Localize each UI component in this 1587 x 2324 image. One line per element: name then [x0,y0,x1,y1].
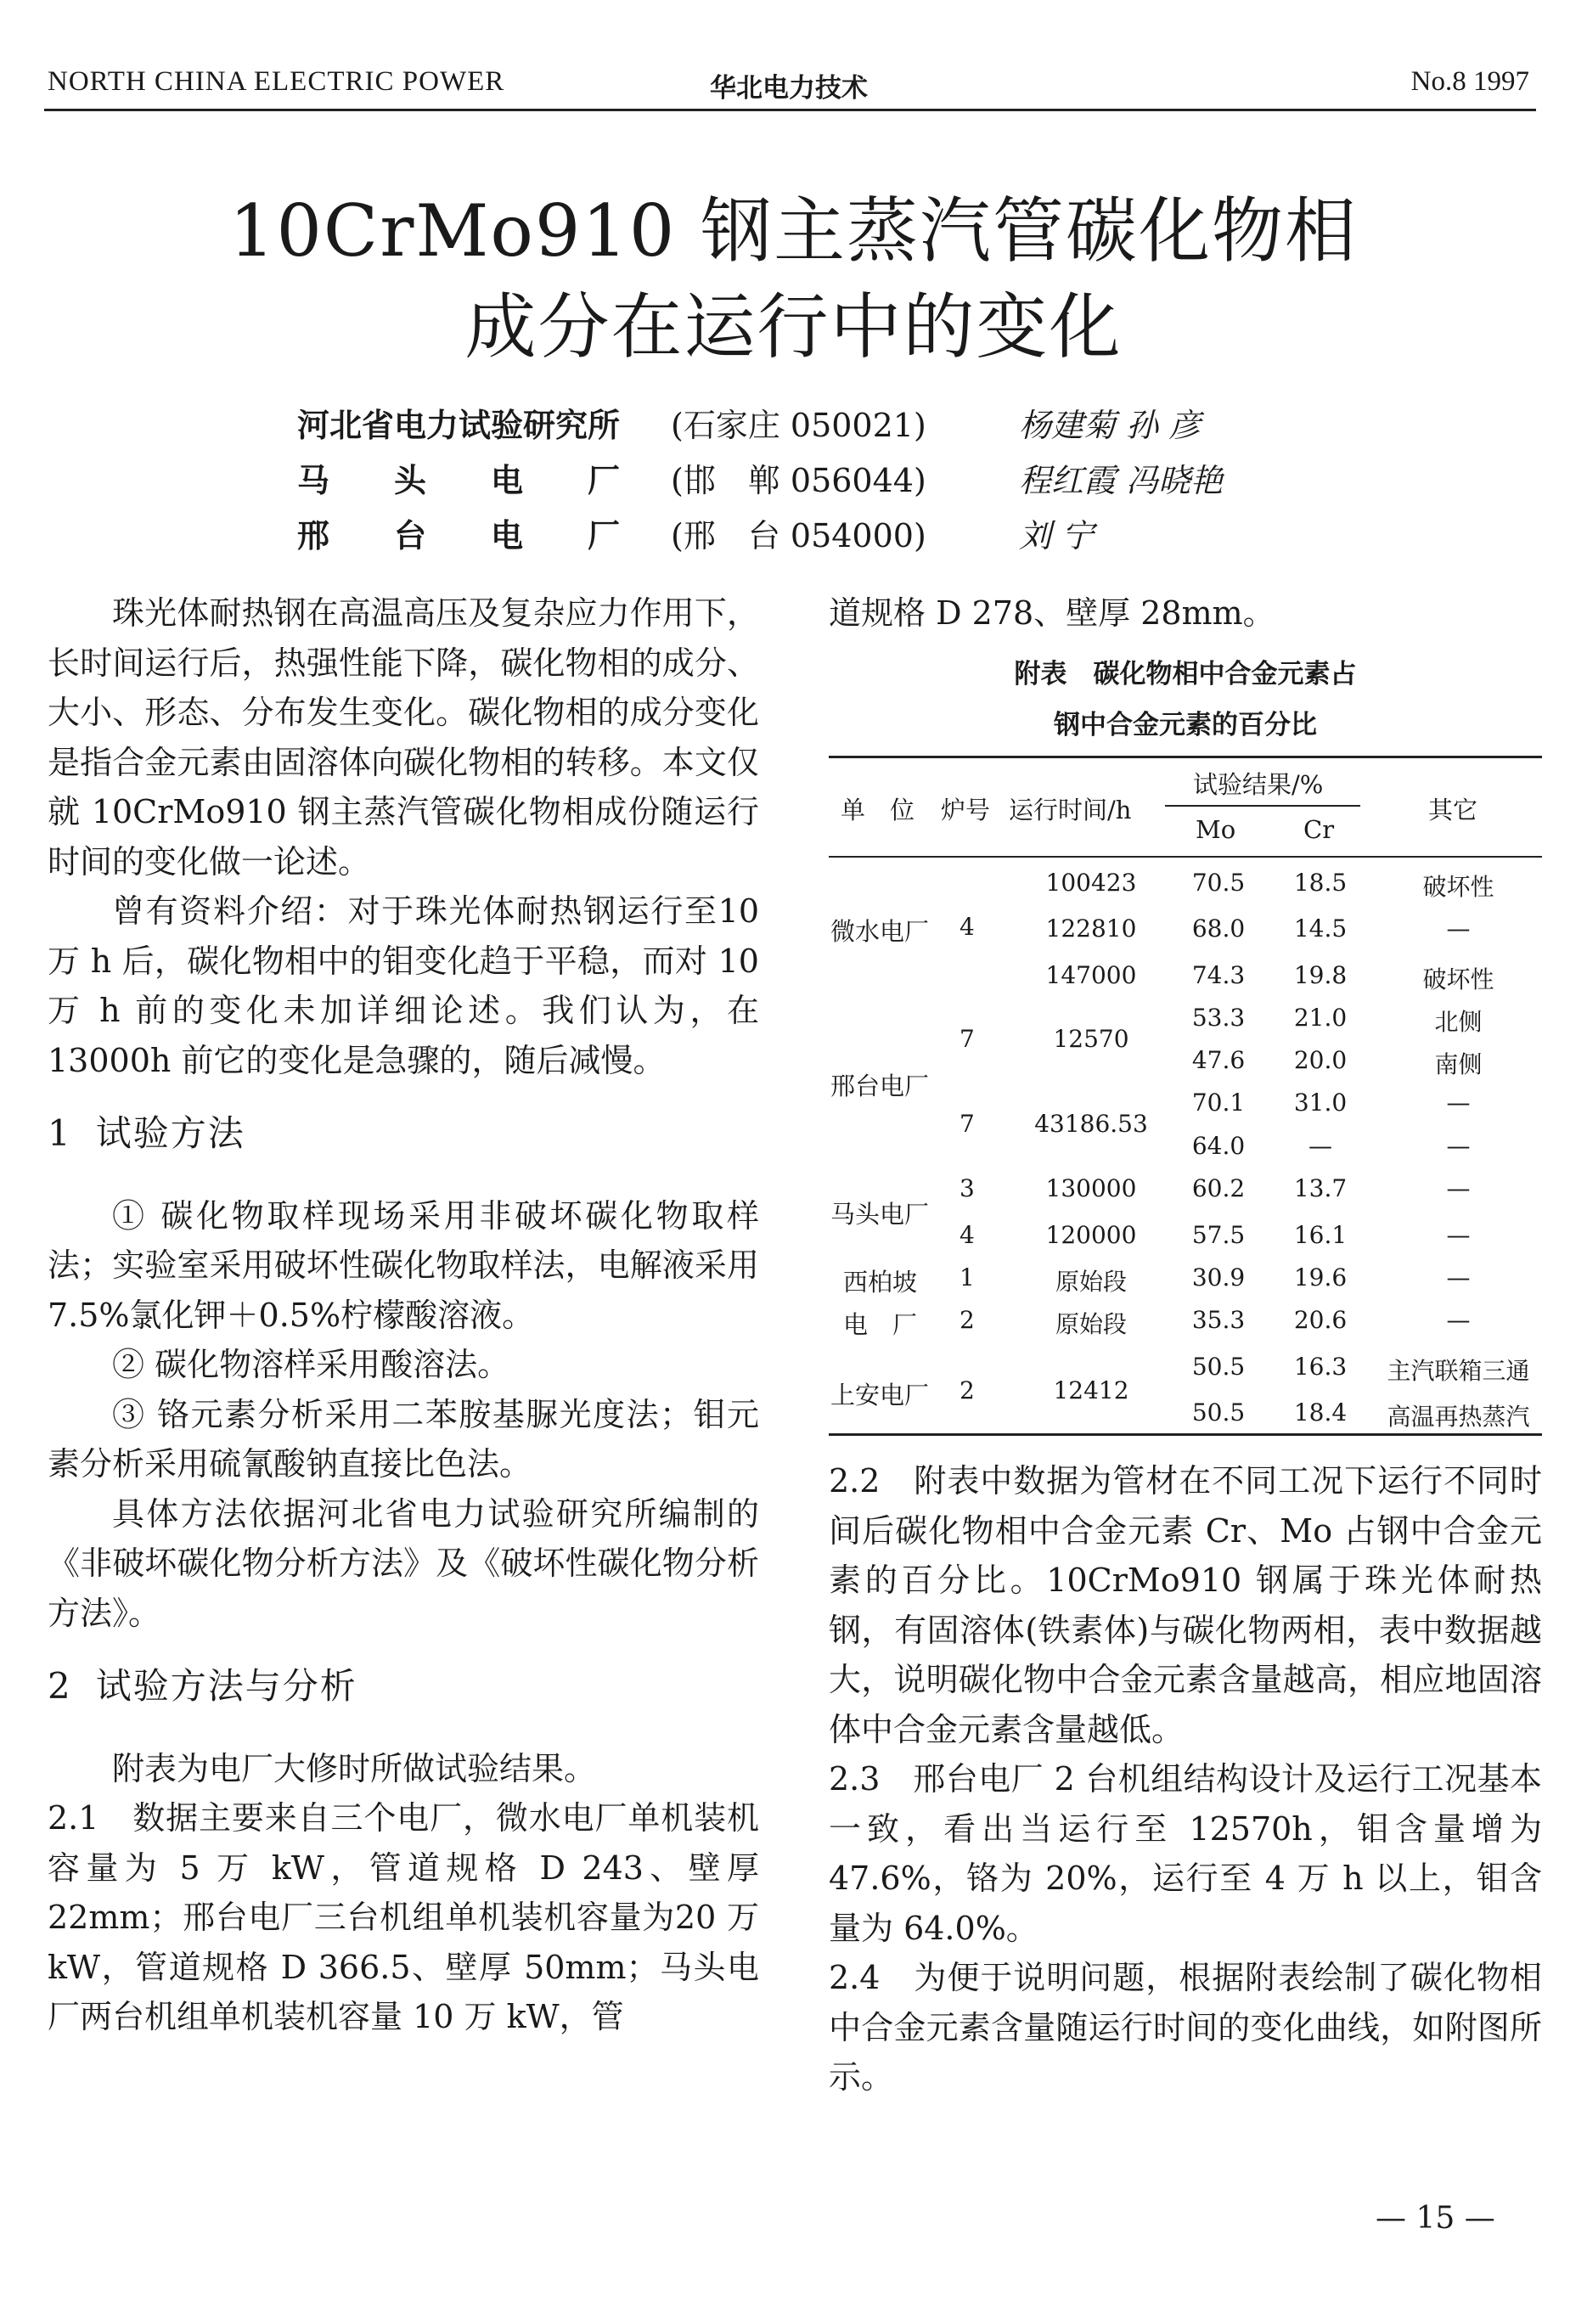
table-cell-time: 100423 [1045,869,1137,897]
table-cell-other: 破坏性 [1422,873,1494,901]
table-cell-unit: 西柏坡 [843,1268,918,1297]
table-header-unit: 单 位 [841,796,915,824]
table-cell-cr: 16.1 [1293,1221,1348,1249]
table-cell-time: 122810 [1045,914,1137,943]
right-column [829,1456,1542,2102]
table-cell-cr: 20.0 [1293,1046,1348,1074]
table-cell-cr: 20.6 [1293,1306,1348,1334]
table-cell-unit: 马头电厂 [830,1200,930,1229]
table-cell-cr: 13.7 [1293,1174,1348,1202]
table-cell-cr: — [1308,1132,1332,1160]
table-cell-other: — [1446,1306,1471,1334]
table-header-mo: Mo [1196,815,1236,844]
table-header-other: 其它 [1428,796,1478,824]
table-cell-furnace: 3 [960,1174,975,1202]
table-top-rule [829,756,1542,758]
table-cell-mo: 53.3 [1191,1004,1246,1032]
section-heading [48,1662,759,1712]
table-header-time: 运行时间/h [1009,796,1132,824]
table-bottom-rule [829,1433,1542,1436]
table-cell-unit: 上安电厂 [830,1381,930,1410]
table-header-result: 试验结果/% [1193,770,1324,799]
affiliation-authors: 刘 宁 [1019,517,1095,554]
table-cell-mo: 57.5 [1191,1221,1246,1249]
table-cell-mo: 30.9 [1191,1263,1246,1291]
table-cell-time: 原始段 [1055,1268,1127,1296]
table-cell-cr: 16.3 [1293,1353,1348,1381]
table-header-rule [829,856,1542,858]
table-cell-other: — [1446,1174,1471,1202]
affiliation-address: (石家庄 050021) [671,407,926,444]
table-cell-other: — [1446,1089,1471,1117]
table-cell-cr: 14.5 [1293,914,1348,943]
table-header-subrule [1165,805,1360,807]
table-caption: 钢中合金元素的百分比 [1054,710,1317,740]
table-cell-time: 12570 [1053,1025,1129,1053]
table-cell-mo: 64.0 [1191,1132,1246,1160]
section-title: 试验方法与分析 [95,1665,357,1707]
table-cell-time: 130000 [1045,1174,1137,1202]
paragraph: 具体方法依据河北省电力试验研究所编制的《非破坏碳化物分析方法》及《破坏性碳化物分析方法》。 [48,1494,759,1632]
table-cell-mo: 35.3 [1191,1306,1246,1334]
table-cell-furnace: 1 [960,1263,975,1291]
table-cell-other: 高温再热蒸汽 [1387,1403,1530,1431]
table-cell-furnace: 2 [960,1376,975,1404]
table-cell-time: 原始段 [1055,1310,1127,1338]
affiliation-address: (邯 郸 056044) [671,462,926,499]
table-cell-cr: 18.4 [1293,1398,1348,1426]
table-header-cr: Cr [1303,815,1335,844]
table-cell-other: 北侧 [1434,1008,1483,1036]
paragraph: 曾有资料介绍：对于珠光体耐热钢运行至10 万 h 后，碳化物相中的钼变化趋于平稳，而对 10 万 h 前的变化未加详细论述。我们认为，在 13000h 前它的变化是急骤的，随后减慢。 [48,892,759,1079]
issue-number: No.8 1997 [1410,66,1529,97]
affiliation-org: 河北省电力试验研究所 [297,407,621,444]
table-cell-mo: 70.5 [1191,869,1246,897]
paragraph: ③ 铬元素分析采用二苯胺基脲光度法；钼元素分析采用硫氰酸钠直接比色法。 [48,1395,759,1483]
table-cell-unit: 电 厂 [843,1310,918,1339]
article-title-line-1: 10CrMo910 钢主蒸汽管碳化物相 [229,189,1358,273]
table-cell-mo: 50.5 [1191,1353,1246,1381]
table-cell-unit: 微水电厂 [830,917,930,946]
table-cell-other: — [1446,914,1471,943]
table-header-furnace: 炉号 [941,796,991,824]
table-caption: 附表 碳化物相中合金元素占 [1014,659,1357,689]
paragraph: 附表为电厂大修时所做试验结果。 [112,1749,597,1787]
paragraph: 道规格 D 278、壁厚 28mm。 [829,594,1275,632]
paragraph: 珠光体耐热钢在高温高压及复杂应力作用下，长时间运行后，热强性能下降，碳化物相的成分、大小、形态、分布发生变化。碳化物相的成分变化是指合金元素由固溶体向碳化物相的转移。本文仅就 10CrMo910 钢主蒸汽管碳化物相成份随运行时间的变化做一论述。 [48,594,759,881]
table-cell-mo: 70.1 [1191,1089,1246,1117]
table-cell-cr: 21.0 [1293,1004,1348,1032]
table-cell-furnace: 7 [960,1025,975,1053]
right-column-continuation [829,588,1542,639]
table-cell-other: — [1446,1221,1471,1249]
paragraph: 2.3 邢台电厂 2 台机组结构设计及运行工况基本一致，看出当运行至 12570h，钼含量增为 47.6%，铬为 20%，运行至 4 万 h 以上，钼含量为 64.0%。 [829,1760,1542,1947]
journal-name-en: NORTH CHINA ELECTRIC POWER [48,66,505,97]
article-title-line-2: 成分在运行中的变化 [464,285,1123,369]
paragraph: 2.2 附表中数据为管材在不同工况下运行不同时间后碳化物相中合金元素 Cr、Mo 占钢中合金元素的百分比。10CrMo910 钢属于珠光体耐热钢，有固溶体(铁素体)与碳化物两相，表中数据越大，说明碳化物中合金元素含量越高，相应地固溶体中合金元素含量越低。 [829,1462,1542,1748]
table-cell-time: 147000 [1045,961,1137,989]
table-cell-time: 43186.53 [1034,1110,1148,1138]
paragraph: ② 碳化物溶样采用酸溶法。 [112,1346,510,1383]
section-number: 1 [48,1112,72,1154]
table-cell-mo: 60.2 [1191,1174,1246,1202]
affiliation-org: 马 头 电 厂 [297,462,621,499]
paragraph: 2.4 为便于说明问题，根据附表绘制了碳化物相中合金元素含量随运行时间的变化曲线，如附图所示。 [829,1959,1542,2096]
table-cell-cr: 19.6 [1293,1263,1348,1291]
table-cell-time: 12412 [1053,1376,1129,1404]
table-cell-mo: 50.5 [1191,1398,1246,1426]
table-cell-furnace: 4 [960,1221,975,1249]
section-number: 2 [48,1665,72,1707]
header-rule [44,109,1536,111]
table-cell-furnace: 4 [960,913,975,941]
table-cell-furnace: 2 [960,1306,975,1334]
table-cell-other: 破坏性 [1422,965,1494,993]
section-heading [48,1109,759,1159]
table-cell-time: 120000 [1045,1221,1137,1249]
paragraph: 2.1 数据主要来自三个电厂，微水电厂单机装机容量为 5 万 kW，管道规格 D 243、壁厚22mm；邢台电厂三台机组单机装机容量为20 万 kW，管道规格 D 366.5、壁厚 50mm；马头电厂两台机组单机装机容量 10 万 kW，管 [48,1799,759,2035]
table-cell-other: — [1446,1263,1471,1291]
table-cell-mo: 74.3 [1191,961,1246,989]
table-cell-cr: 18.5 [1293,869,1348,897]
journal-name-cn: 华北电力技术 [710,73,868,104]
table-cell-cr: 31.0 [1293,1089,1348,1117]
affiliation-org: 邢 台 电 厂 [297,517,621,554]
affiliation-address: (邢 台 054000) [671,517,926,554]
affiliation-authors: 杨建菊 孙 彦 [1019,407,1202,444]
left-column [48,588,759,2042]
affiliation-authors: 程红霞 冯晓艳 [1019,462,1224,499]
table-cell-other: 南侧 [1434,1050,1483,1078]
table-cell-other: — [1446,1132,1471,1160]
table-cell-mo: 47.6 [1191,1046,1246,1074]
section-title: 试验方法 [95,1112,245,1154]
table-cell-mo: 68.0 [1191,914,1246,943]
table-cell-other: 主汽联箱三通 [1387,1357,1530,1385]
paragraph: ① 碳化物取样现场采用非破坏碳化物取样法；实验室采用破坏性碳化物取样法，电解液采用 7.5%氯化钾＋0.5%柠檬酸溶液。 [48,1196,759,1334]
page-number: — 15 — [1376,2201,1495,2236]
table-cell-furnace: 7 [960,1110,975,1138]
table-cell-unit: 邢台电厂 [830,1072,930,1100]
table-cell-cr: 19.8 [1293,961,1348,989]
